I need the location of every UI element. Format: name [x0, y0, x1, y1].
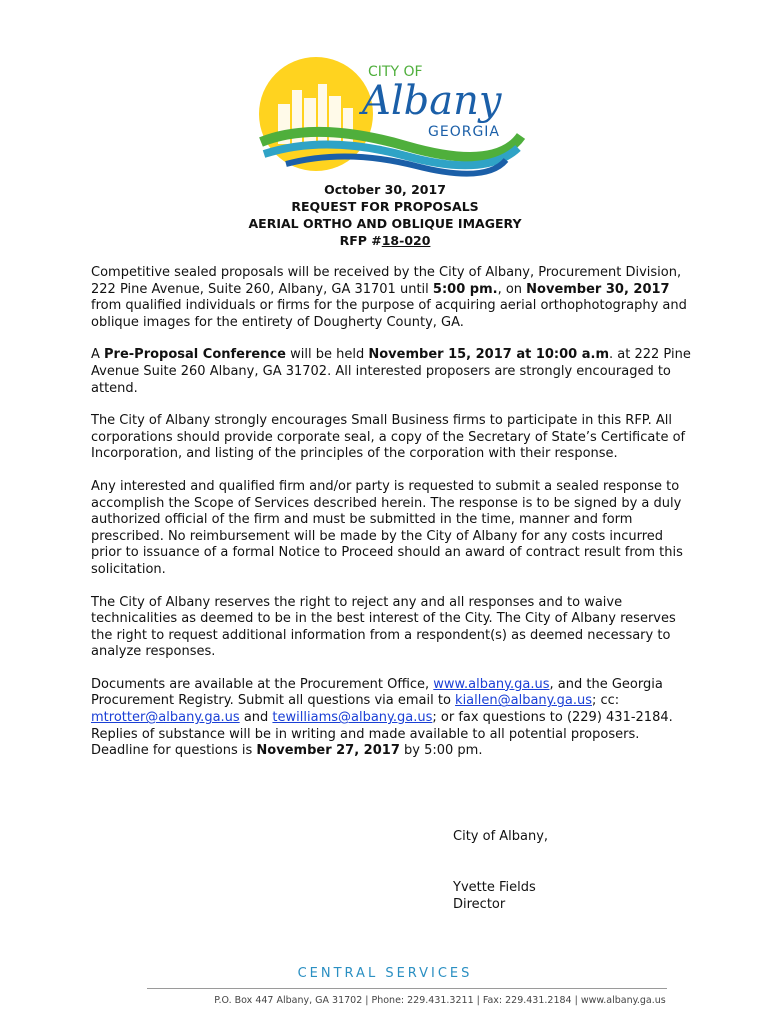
document-body [91, 265, 691, 776]
deadline-date: November 30, 2017 [526, 281, 670, 297]
deadline-time: 5:00 pm. [432, 281, 498, 297]
document-date: October 30, 2017 [324, 182, 446, 197]
paragraph-submission [91, 265, 691, 331]
text: ; or fax questions to (229) 431-2184. Replies of substance will be in writing and made available to all potential proposers. Deadline for questions is [91, 710, 673, 759]
footer-contact: P.O. Box 447 Albany, GA 31702 | Phone: 229.431.3211 | Fax: 229.431.2184 | www.albany.ga.us [214, 995, 666, 1006]
paragraph-requirements: Any interested and qualified firm and/or party is requested to submit a sealed response to accomplish the Scope of Services described herein. The response is to be signed by a duly authorized official of the firm and must be submitted in the time, manner and form prescribed. No reimbursement will be made by the City of Albany for any costs incurred prior to issuance of a formal Notice to Proceed should an award of contract result from this solicitation. [91, 478, 683, 577]
svg-text:CITY OF: CITY OF [368, 64, 423, 80]
text: , on [497, 281, 527, 297]
document-title: REQUEST FOR PROPOSALS [291, 199, 479, 214]
signature-closing: City of Albany, [453, 829, 549, 844]
text: , and the Georgia Procurement Registry. Submit all questions via email to [91, 676, 663, 709]
conference-label: Pre-Proposal Conference [104, 347, 286, 363]
text: ; cc: [592, 693, 620, 709]
signer-name: Yvette Fields [453, 880, 536, 895]
email-link-tewilliams[interactable]: tewilliams@albany.ga.us [272, 710, 433, 726]
rfp-prefix: RFP # [339, 233, 382, 248]
text: Competitive sealed proposals will be received by the City of Albany, Procurement Division, 222 Pine Avenue, Suite 260, Albany, GA 31701 until [91, 265, 682, 297]
email-link-mtrotter[interactable]: mtrotter@albany.ga.us [91, 710, 240, 726]
rfp-number-line [0, 232, 770, 249]
text: and [239, 710, 273, 726]
text: will be held [286, 347, 369, 363]
city-of-albany-logo [256, 56, 526, 178]
text: . at 222 Pine Avenue Suite 260 Albany, GA 31702. All interested proposers are strongly encouraged to attend. [91, 347, 691, 396]
document-subject: AERIAL ORTHO AND OBLIQUE IMAGERY [248, 216, 522, 231]
paragraph-conference [91, 347, 691, 397]
document-header [0, 181, 770, 249]
rfp-number: 18-020 [381, 233, 431, 248]
paragraph-reservation: The City of Albany reserves the right to reject any and all responses and to waive technicalities as deemed to be in the best interest of the City. The City of Albany reserves the right to request additional information from a respondent(s) as deemed necessary to analyze responses. [91, 594, 676, 660]
svg-text:GEORGIA: GEORGIA [428, 124, 500, 140]
signer-title: Director [453, 896, 506, 912]
text: from qualified individuals or firms for the purpose of acquiring aerial orthophotography and oblique images for the entirety of Dougherty County, GA. [91, 298, 687, 330]
conference-date: November 15, 2017 at 10:00 a.m [368, 347, 610, 363]
footer-divider [147, 988, 667, 989]
svg-text:Albany: Albany [362, 78, 502, 124]
text: A [91, 347, 105, 363]
paragraph-small-business: The City of Albany strongly encourages Small Business firms to participate in this RFP. All corporations should provide corporate seal, a copy of the Secretary of State’s Certificate of Incorporation, and listing of the principles of the corporation with their response. [91, 413, 686, 462]
website-link[interactable]: www.albany.ga.us [433, 676, 550, 692]
department-name: CENTRAL SERVICES [297, 966, 473, 981]
paragraph-documents [91, 677, 691, 760]
signature-block [453, 880, 536, 913]
question-deadline: November 27, 2017 [256, 743, 400, 759]
text: Documents are available at the Procurement Office, [91, 676, 434, 692]
text: by 5:00 pm. [399, 743, 483, 759]
email-link-kiallen[interactable]: kiallen@albany.ga.us [455, 693, 592, 709]
